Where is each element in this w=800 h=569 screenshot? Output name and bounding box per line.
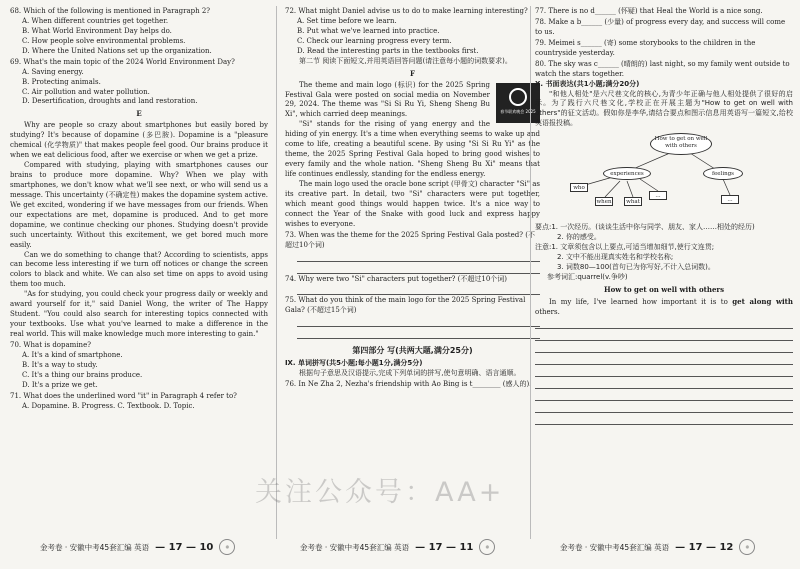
gala-logo-mark [509,88,527,106]
essay-writing-line[interactable] [535,402,793,413]
footer-page-12 [560,539,755,555]
passage-e-heading: E [136,109,142,119]
footer-badge-icon: ◎ [479,539,495,555]
section-x-prompt: "和他人相处"是六尺巷文化的核心,为青少年正确与他人相处提供了很好的启示。为了践行六尺巷文化,学校正在开展主题为"How to get on well with others"的征文活动。假如你是李华,请结合要点和图示信息用英语写一篇短文,给校英语报投稿。 [535,89,793,128]
question-80: 80. The sky was c______ (晴朗的) last night, so my family went outside to watch the stars together. [535,59,790,78]
answer-line[interactable] [297,316,540,327]
footer-title: 金考卷 · 安徽中考45套汇编 英语 [40,542,150,552]
mind-map-center-node: How to get on well with others [650,133,712,155]
writing-note-1: 注意:1. 文章须包含以上要点,可适当增加细节,使行文连贯; [535,243,715,252]
mind-map-more-node: ... [649,191,667,200]
writing-note-3: 3. 词数80—100(首句已为你写好,不计入总词数)。 [557,263,715,271]
essay-writing-line[interactable] [535,330,793,341]
essay-first-line [535,297,793,318]
footer-badge-icon: ◎ [739,539,755,555]
column-divider [530,6,531,539]
mind-map [565,133,765,219]
q72-option-a: A. Set time before we learn. [297,16,397,25]
writing-point-2: 2. 你的感受。 [557,233,601,242]
column-divider [276,6,277,539]
question-69: 69. What's the main topic of the 2024 World Environment Day? [10,57,235,66]
q69-option-c: C. Air pollution and water pollution. [22,87,150,96]
essay-first-line-end: others. [535,307,560,316]
essay-writing-line[interactable] [535,354,793,365]
question-74: 74. Why were two "Si" characters put together? (不超过10个词) [285,274,508,283]
column-2 [285,6,540,389]
passage-f-para-2: "Si" stands for the rising of yang energy and the hiding of yin energy. It's a time when everything seems to wake up and come to life, creating a beautiful scene. By using "Si Si Ru Yi" as the theme, the 2025 Spring Festival Gala hoped to bring good wishes to every family and the whole nation. "Sheng Sheng Bu Xi" means that life continues endlessly, standing for the endless energy. [285,120,540,178]
answer-line[interactable] [297,263,540,274]
mind-map-when-node: when [596,199,612,206]
mind-map-feelings-node: feelings [703,167,743,180]
footer-title: 金考卷 · 安徽中考45套汇编 英语 [300,542,410,552]
q70-option-a: A. It's a kind of smartphone. [22,350,123,359]
essay-writing-line[interactable] [535,318,793,329]
q72-option-c: C. Check our learning progress every term. [297,36,452,45]
q68-option-d: D. Where the United Nations set up the organization. [22,46,212,55]
section-2-instructions: 第二节 阅读下面短文,并用英语回答问题(请注意每小题的词数要求)。 [299,56,512,65]
q68-option-a: A. When different countries get together. [22,16,169,25]
question-68: 68. Which of the following is mentioned in Paragraph 2? [10,7,211,15]
watermark-text: 关注公众号：AA+ [255,477,505,508]
section-ix-heading: Ⅸ. 单词拼写(共5小题;每小题1分,满分5分) [285,358,423,367]
essay-writing-line[interactable] [535,390,793,401]
footer-badge-icon: ◎ [219,539,235,555]
column-3 [535,6,793,426]
part-4-heading: 第四部分 写(共两大题,满分25分) [352,346,473,356]
q69-option-b: B. Protecting animals. [22,77,101,86]
question-75: 75. What do you think of the main logo for the 2025 Spring Festival Gala? (不超过15个词) [285,296,526,315]
q68-option-b: B. What World Environment Day helps do. [22,26,172,35]
q71-options: A. Dopamine. B. Progress. C. Textbook. D. Topic. [22,401,195,410]
question-77: 77. There is no d______ (怀疑) that Heal the World is a nice song. [535,7,763,15]
answer-line[interactable] [297,328,540,339]
q70-option-d: D. It's a prize we get. [22,380,98,389]
essay-writing-line[interactable] [535,342,793,353]
passage-e-para-2: Compared with studying, playing with smartphones causes our brains to produce more dopamine. Why? When we play with smartphones, we don't know what we'll see next, or who will send us a message. This uncertainty (不确定性) makes the dopamine system active. We get excited, wondering if we have messages from our friends. When our expectations are met, dopamine is produced. And to get more dopamine, we continue checking our phones. Studying doesn't provide such uncertainty. Without this excitement, we get bored much more easily. [10,161,268,249]
footer-page-number: — 17 — 11 [415,541,474,553]
q70-option-c: C. It's a thing our brains produce. [22,370,143,379]
essay-first-line-start: In my life, I've learned how important it is to [549,297,733,306]
section-ix-instructions: 根据句子意思及汉语提示,完成下列单词的拼写,使句意明确、语言通顺。 [299,368,521,377]
reference-vocabulary: 参考词汇:quarrel(v.争吵) [547,272,628,281]
answer-line[interactable] [297,284,540,295]
essay-first-line-highlight: get along with [732,296,794,306]
gala-logo-caption: 春节联欢晚会 2025 [500,108,536,114]
passage-f-para-1: The theme and main logo (标识) for the 2025 Spring Festival Gala were posted on social media on November 29, 2024. The theme was "Si Si Ru Yi, Sheng Sheng Bu Xi", which carried deep meanings. [285,80,490,119]
writing-point-1: 要点:1. 一次经历。(谈谈生活中你与同学、朋友、家人……相处的经历) [535,223,755,232]
passage-f-para-3: The main logo used the oracle bone script (甲骨文) character "Si" as its creative part. In detail, two "Si" characters were put together, which meant good things would happen twice. It's a nice way to connect the Year of the Snake with good luck and express happy wishes to everyone. [285,179,540,228]
question-70: 70. What is dopamine? [10,340,91,349]
mind-map-experiences-node: experiences [603,167,651,180]
question-76: 76. In Ne Zha 2, Nezha's friendship with Ao Bing is t________ (感人的). [285,379,532,388]
footer-page-10 [40,539,235,555]
writing-note-2: 2. 文中不能出现真实姓名和学校名称; [557,253,674,262]
q68-option-c: C. How people solve environmental problems. [22,36,186,45]
q70-option-b: B. It's a way to study. [22,360,98,369]
footer-title: 金考卷 · 安徽中考45套汇编 英语 [560,542,670,552]
essay-writing-line[interactable] [535,378,793,389]
answer-line[interactable] [297,251,540,262]
mind-map-what-node: what [624,197,642,206]
question-79: 79. Meimei s______ (寄) some storybooks to the children in the countryside yesterday. [535,38,756,57]
footer-page-number: — 17 — 12 [675,541,734,553]
column-1 [10,6,268,412]
mind-map-who-node: who [570,183,588,192]
footer-page-11 [300,539,495,555]
q69-option-d: D. Desertification, droughts and land restoration. [22,97,198,106]
q69-option-a: A. Saving energy. [22,67,84,76]
passage-e-para-3: Can we do something to change that? According to scientists, apps can become less interesting if we turn off notices or change the screen colors to black and white. We can also set time on apps to avoid using them too much. [10,250,268,289]
question-72: 72. What might Daniel advise us to do to make learning interesting? [285,7,528,15]
essay-writing-line[interactable] [535,366,793,377]
passage-e-para-1: Why are people so crazy about smartphones but easily bored by studying? It's because of dopamine (多巴胺). Dopamine is a "pleasure chemical (化学物质)" that makes people feel good. Our brains produce it when we eat delicious food, after we exercise or when we get a prize. [10,121,268,160]
mind-map-feelings-detail-node: ... [721,195,739,204]
section-x-heading: Ⅹ. 书面表达(共1小题;满分20分) [535,79,640,88]
essay-title: How to get on well with others [603,284,725,294]
passage-f-heading: F [410,68,415,78]
passage-e-para-4: "As for studying, you could check your progress daily or weekly and award yourself for it," said Daniel Wong, the writer of The Happy Student. "You could also search for interesting topics connected with your textbooks. Use what you've learned to make a difference in the real world. This will make knowledge much more interesting to gain." [10,290,268,338]
q72-option-b: B. Put what we've learned into practice. [297,26,440,35]
question-73: 73. When was the theme for the 2025 Spring Festival Gala posted? (不超过10个词) [285,230,535,249]
gala-logo-image [496,83,540,123]
footer-page-number: — 17 — 10 [155,541,214,553]
question-71: 71. What does the underlined word "it" in Paragraph 4 refer to? [10,391,237,400]
essay-writing-line[interactable] [535,414,793,425]
q72-option-d: D. Read the interesting parts in the textbooks first. [297,46,479,55]
question-78: 78. Make a b______ (少量) of progress every day, and success will come to us. [535,17,786,36]
